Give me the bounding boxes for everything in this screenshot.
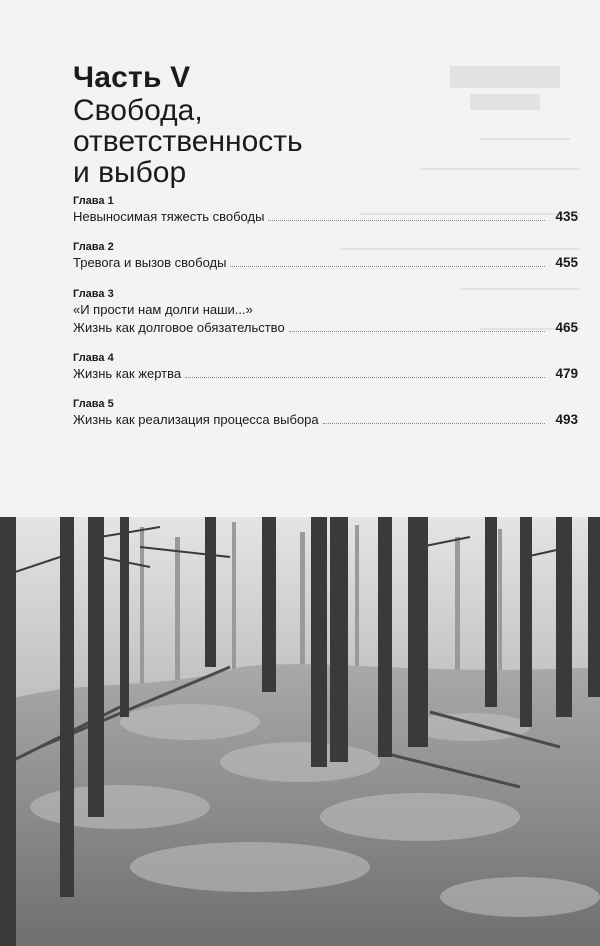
chapter-label: Глава 1 [73, 195, 114, 207]
dot-leader [323, 422, 545, 424]
page-number: 435 [555, 209, 578, 224]
toc-entry-1[interactable] [73, 195, 578, 226]
part-label: Часть V [73, 61, 191, 94]
toc-entry-5[interactable] [73, 398, 578, 429]
chapter-label: Глава 2 [73, 241, 114, 253]
toc-entry-3[interactable] [73, 288, 578, 337]
chapter-line [73, 365, 578, 383]
part-title: Свобода, ответственность и выбор [73, 94, 303, 189]
toc-entry-2[interactable] [73, 241, 578, 272]
page-number: 479 [555, 366, 578, 381]
chapter-title: Жизнь как реализация процесса выбора [73, 412, 319, 427]
chapter-label: Глава 4 [73, 352, 114, 364]
page-number: 465 [555, 320, 578, 335]
chapter-subtitle: «И прости нам долги наши...» [73, 302, 253, 317]
chapter-title: Жизнь как жертва [73, 366, 182, 381]
chapter-title: Невыносимая тяжесть свободы [73, 209, 265, 224]
forest-photo [0, 517, 600, 946]
chapter-line [73, 254, 578, 272]
chapter-title: Тревога и вызов свободы [73, 255, 227, 270]
chapter-label: Глава 3 [73, 288, 114, 300]
chapter-label: Глава 5 [73, 398, 114, 410]
dot-leader [185, 376, 545, 378]
toc-entry-4[interactable] [73, 352, 578, 383]
page-number: 493 [555, 412, 578, 427]
chapter-line [73, 319, 578, 337]
dot-leader [230, 265, 545, 267]
page-number: 455 [555, 255, 578, 270]
forest-illustration [0, 517, 600, 946]
chapter-line [73, 208, 578, 226]
chapter-line [73, 411, 578, 429]
chapter-title: Жизнь как долговое обязательство [73, 320, 285, 335]
dot-leader [268, 219, 545, 221]
dot-leader [289, 330, 545, 332]
